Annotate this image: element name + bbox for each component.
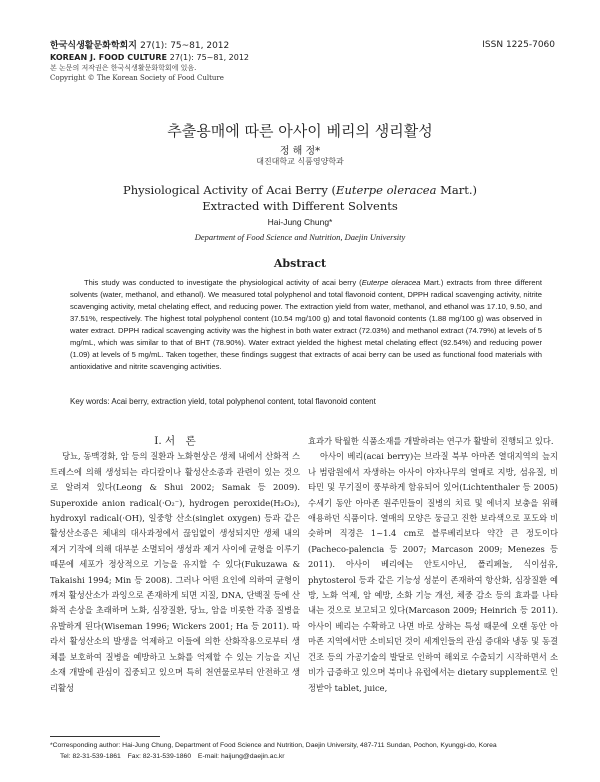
section-heading-introduction: Ⅰ. 서 론 bbox=[154, 435, 196, 447]
intro-paragraph-2: 아사이 베리(acai berry)는 브라질 북부 아마존 열대지역의 늪지나 범람원에서 자생하는 아사이 야자나무의 열매로 지방, 섬유질, 비타민 및 무기질이 풍부하게 함유되어 있어(Lichtenthaler 등 2005) 수세기 동안 아마존 원주민들이 질병의 치료 및 에너지 보충을 위해 애용하던 식품이다. 열매의 모양은 둥글고 진한 보라색으로 포도와 비슷하며 직경은 1~1.4 cm로 블루베리보다 약간 큰 정도이다(Pacheco-palencia 등 2007; Marcason 2009; Menezes 등 2011). 아사이 베리에는 안토시아닌, 폴리페놀, 식이섬유, phytosterol 등과 같은 기능성 성분이 존재하여 항산화, 심장질환 예방, 노화 억제, 암 예방, 소화 기능 개선, 체중 감소 등의 효과를 나타내는 것으로 보고되고 있다(Marcason 2009; Heinrich 등 2011). 아사이 베리는 수확하고 나면 바로 상하는 특성 때문에 오랜 동안 아마존 지역에서만 소비되던 것이 세계인들의 관심 증대와 냉동 및 동결건조 등의 가공기술의 발달로 인하여 해외로 수출되기 시작하면서 소비가 급증하고 있으며 북미나 유럽에서는 dietary supplement로 인정받아 tablet, juice, bbox=[308, 451, 558, 693]
abstract-body bbox=[70, 277, 542, 373]
intro-paragraph-1: 당뇨, 동맥경화, 암 등의 질환과 노화현상은 생체 내에서 산화적 스트레스에 의해 생성되는 라디칼이나 활성산소종과 관련이 있는 것으로 알려져 있다(Leong & Shui 2002; Samak 등 2009). Superoxide anion radical(·O₂⁻), hydrogen peroxide(H₂O₂), hydroxyl radical(·OH), 일중항 산소(singlet oxygen) 등과 같은 활성산소종은 체내의 대사과정에서 끊임없이 생성되지만 생체 내의 제거 기작에 의해 대부분 소멸되어 생성과 제거 사이에 균형을 이루기 때문에 세포가 정상적으로 기능을 유지할 수 있다(Fukuzawa & Takaishi 1994; Min 등 2008). 그러나 어떤 요인에 의하여 균형이 깨져 활성산소가 과잉으로 존재하게 되면 지질, DNA, 단백질 등에 산화적 손상을 초래하며 노화, 심장질환, 당뇨, 암을 비롯한 각종 질병을 유발하게 된다(Wiseman 1996; Wickers 2001; Ha 등 2011). 따라서 활성산소의 발생을 억제하고 이들에 의한 산화작용으로부터 생체를 보호하여 질병을 예방하고 노화를 억제할 수 있는 기능을 지닌 소재 개발에 관심이 집중되고 있으며 특히 천연물로부터 안전하고 생리활성 bbox=[50, 451, 300, 693]
issn: ISSN 1225-7060 bbox=[482, 40, 555, 50]
abstract-heading: Abstract bbox=[273, 257, 327, 270]
journal-volume-ko: 27(1): 75~81, 2012 bbox=[140, 41, 230, 51]
left-column bbox=[50, 434, 300, 696]
right-column bbox=[308, 434, 558, 696]
title-en-line2: Extracted with Different Solvents bbox=[202, 199, 398, 213]
affiliation-english: Department of Food Science and Nutrition, Daejin University bbox=[194, 232, 406, 242]
footnote bbox=[50, 740, 560, 762]
abstract-species: Euterpe oleracea bbox=[361, 278, 421, 287]
footnote-contact: Tel: 82-31-539-1861 Fax: 82-31-539-1860 E-mail: haijung@daejin.ac.kr bbox=[60, 753, 285, 760]
journal-title-ko bbox=[50, 40, 555, 52]
keywords bbox=[70, 397, 542, 406]
footnote-author: *Corresponding author: Hai-Jung Chung, Department of Food Science and Nutrition, Daejin University, 487-711 Sundan, Pochon, Kyunggi-do, Korea bbox=[50, 742, 497, 749]
journal-name-en: KOREAN J. FOOD CULTURE bbox=[50, 53, 167, 62]
author-korean: 정 해 정* bbox=[279, 146, 321, 157]
affiliation-korean: 대진대학교 식품영양학과 bbox=[256, 157, 344, 166]
journal-name-ko: 한국식생활문화학회지 bbox=[50, 41, 137, 51]
keywords-label: Key words: bbox=[70, 397, 110, 406]
copyright: Copyright © The Korean Society of Food Culture bbox=[50, 74, 224, 82]
title-english bbox=[0, 182, 600, 214]
footnote-divider bbox=[50, 736, 160, 737]
abstract-part-a: This study was conducted to investigate the physiological activity of acai berry ( bbox=[84, 278, 362, 287]
journal-title-en bbox=[50, 52, 555, 63]
intro-paragraph-continued: 효과가 탁월한 식품소재를 개발하려는 연구가 활발히 진행되고 있다. bbox=[308, 436, 554, 446]
title-korean: 추출용매에 따른 아사이 베리의 생리활성 bbox=[167, 122, 433, 140]
keywords-list: Acai berry, extraction yield, total polyphenol content, total flavonoid content bbox=[111, 397, 376, 406]
title-en-species: Euterpe oleracea bbox=[336, 183, 437, 197]
copyright-note: 본 논문의 저작권은 한국식생활문화학회에 있음. bbox=[50, 64, 197, 72]
title-en-part-a: Physiological Activity of Acai Berry ( bbox=[122, 183, 337, 197]
journal-volume-en: 27(1): 75~81, 2012 bbox=[169, 53, 250, 62]
title-en-part-b: Mart.) bbox=[436, 183, 478, 197]
journal-header bbox=[50, 40, 555, 83]
abstract-part-b: Mart.) extracts from three different solvents (water, methanol, and ethanol). We measured total polyphenol and total flavonoid content, DPPH radical scavenging activity, nitrite scavenging activity, metal chelating effect, and reducing power. The extraction yield from water, methanol, and ethanol was 17.10, 9.50, and 37.51%, respectively. The highest total polyphenol content (10.54 mg/100 g) and total flavonoid contents (1.88 mg/100 g) was observed in water extract. DPPH radical scavenging activity was the highest in both water extract (72.03%) and methanol extract (74.79%) at levels of 5 mg/mL, which was similar to that of BHT (78.90%). Water extract yielded the highest metal chelating effect (92.54%) and reducing power (1.09) at levels of 5 mg/mL. Taken together, these findings suggest that extracts of acai berry can be used as functional food materials with antioxidative and nitrite scavenging activities. bbox=[70, 278, 542, 371]
author-english: Hai-Jung Chung* bbox=[267, 217, 333, 227]
